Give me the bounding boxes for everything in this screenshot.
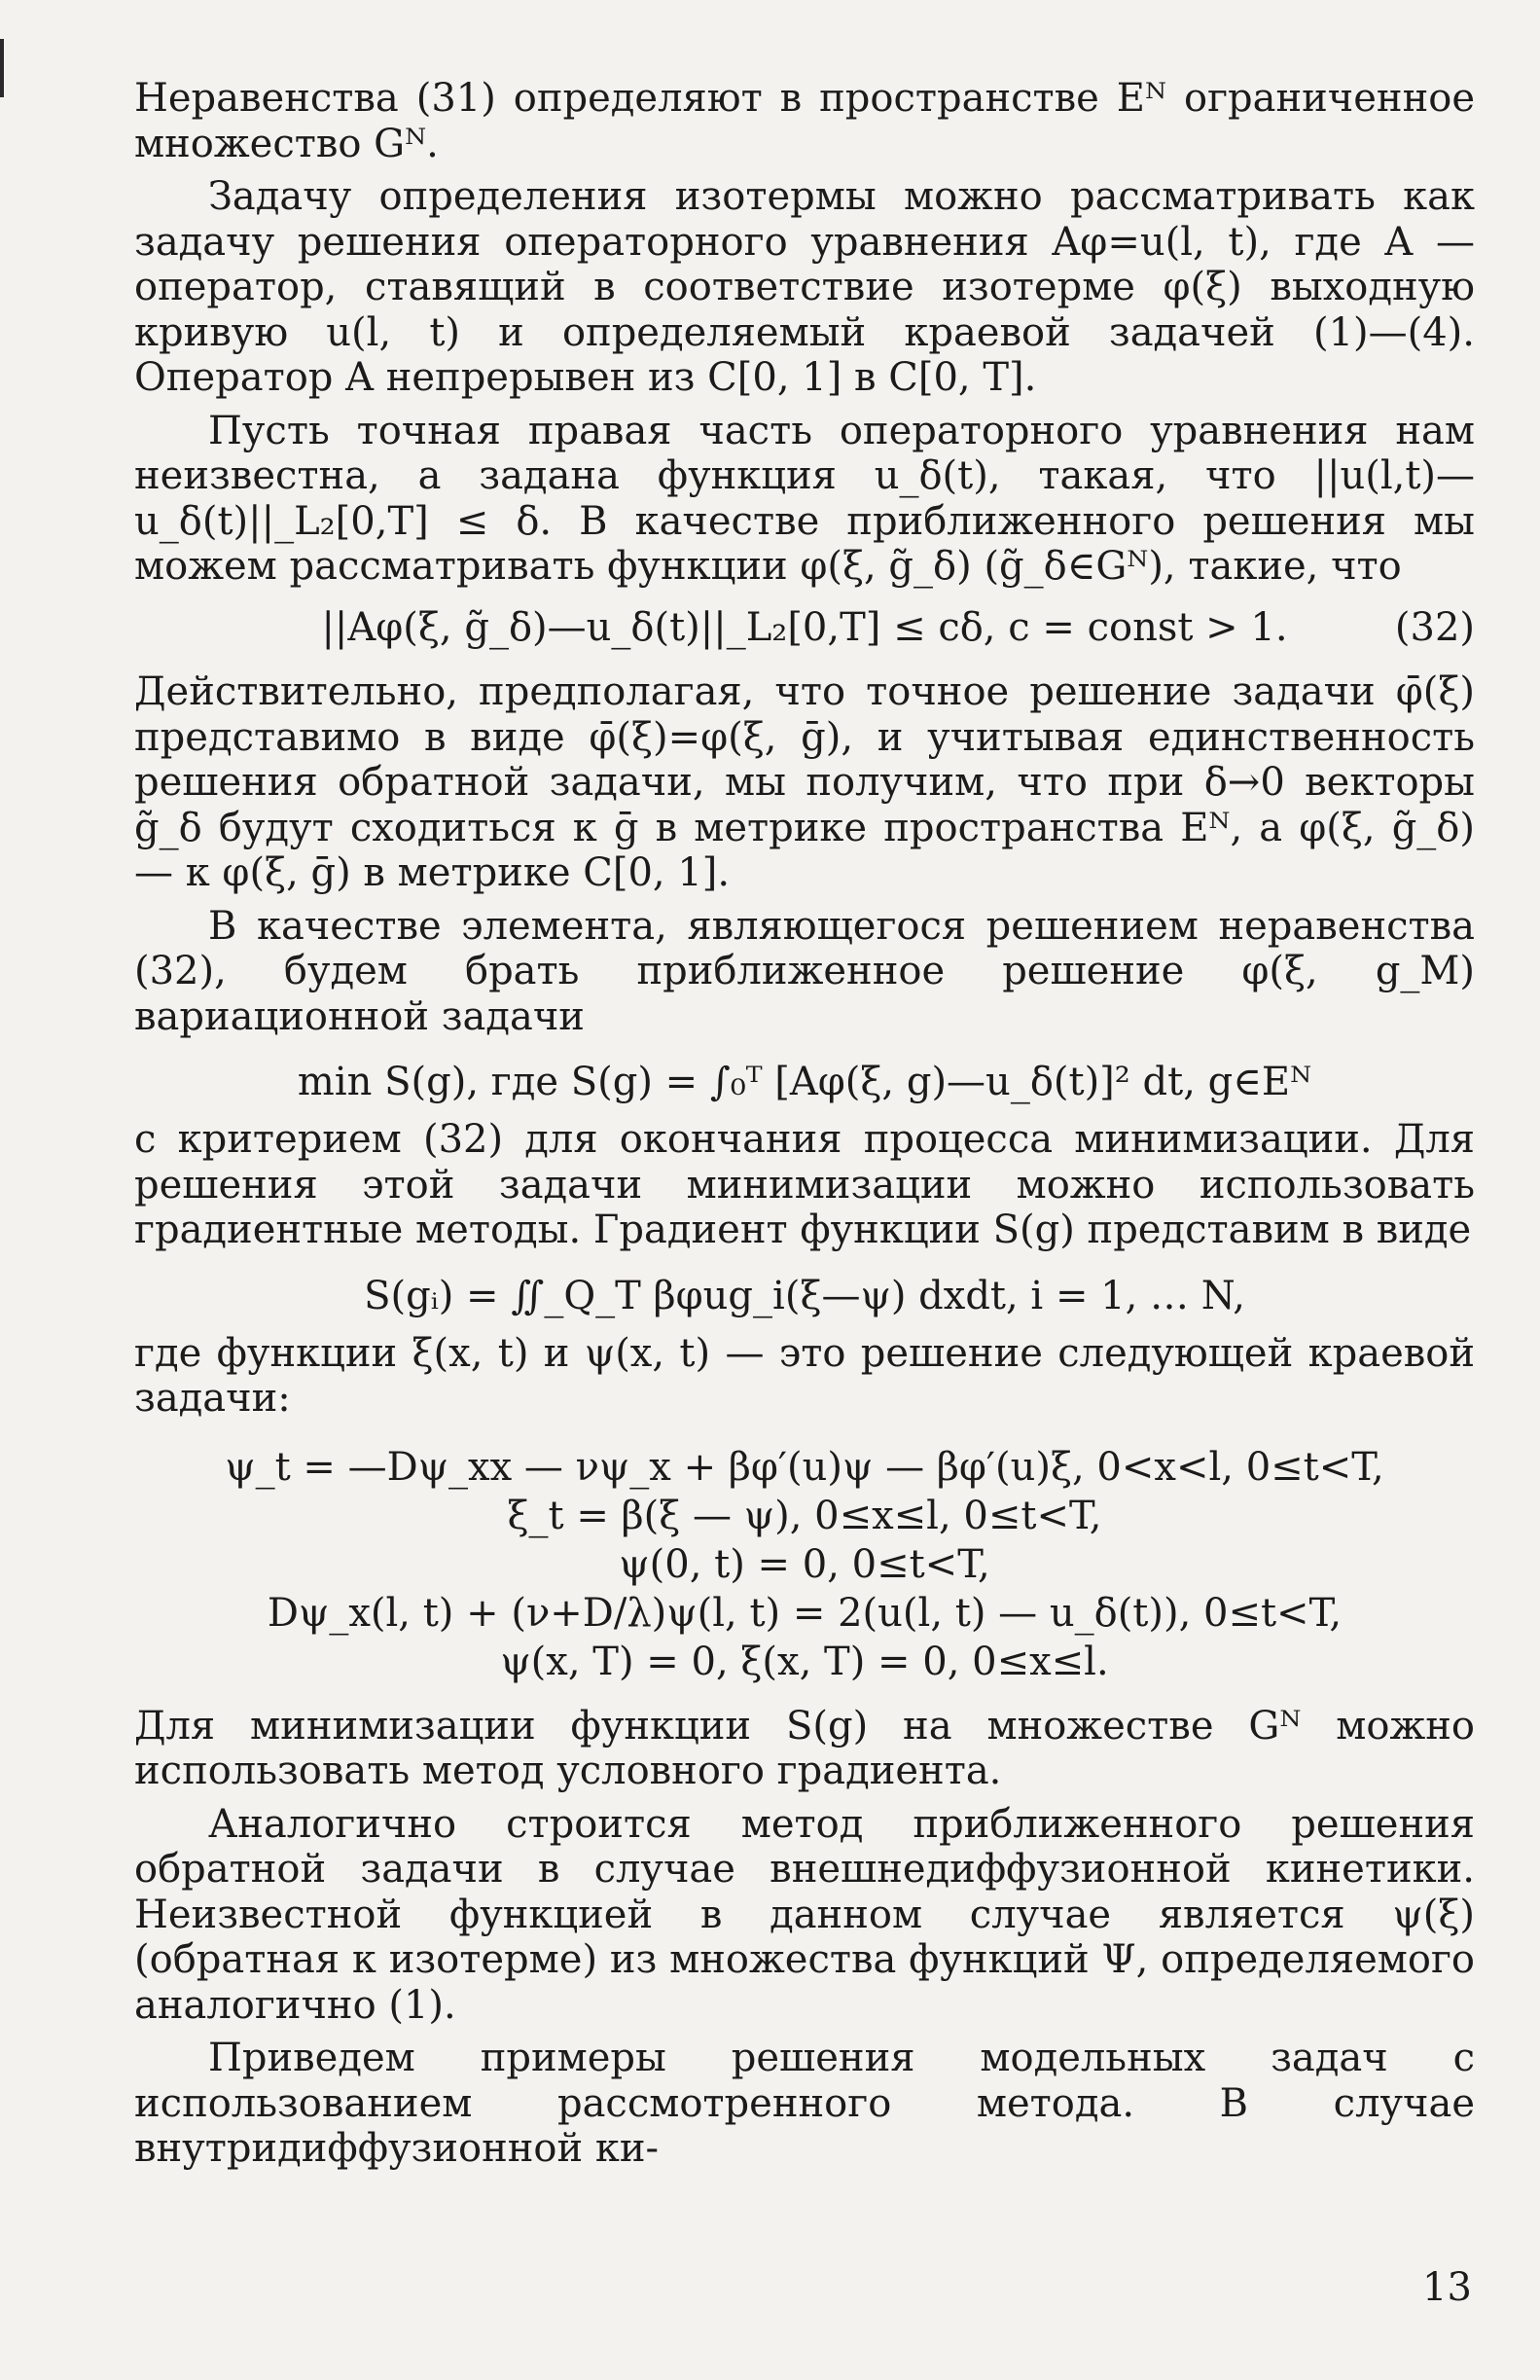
paragraph-2: Задачу определения изотермы можно рассматривать как задачу решения операторного уравнения Aφ=u(l, t), где A — оператор, ставящий в соответствие изотерме φ(ξ) выходную кривую u(l, t) и определяемый краевой задачей (1)—(4). Оператор A непрерывен из C[0, 1] в C[0, T]. xyxy=(134,174,1475,400)
system-line-3: ψ(0, t) = 0, 0≤t<T, xyxy=(619,1541,990,1587)
page-text xyxy=(134,76,1475,2180)
paragraph-7: где функции ξ(x, t) и ψ(x, t) — это решение следующей краевой задачи: xyxy=(134,1330,1475,1421)
paragraph-6: с критерием (32) для окончания процесса минимизации. Для решения этой задачи минимизации можно использовать градиентные методы. Градиент функции S(g) представим в виде xyxy=(134,1117,1475,1252)
page-number: 13 xyxy=(1422,2265,1472,2310)
paragraph-4: Действительно, предполагая, что точное решение задачи φ̄(ξ) представимо в виде φ̄(ξ)=φ(ξ, ḡ), и учитывая единственность решения обратной задачи, мы получим, что при δ→0 векторы g̃_δ будут сходиться к ḡ в метрике пространства Eᴺ, а φ(ξ, g̃_δ) — к φ(ξ, ḡ) в метрике C[0, 1]. xyxy=(134,669,1475,895)
margin-mark xyxy=(0,39,4,97)
paragraph-3: Пусть точная правая часть операторного уравнения нам неизвестна, а задана функция u_δ(t), такая, что ||u(l,t)—u_δ(t)||_L₂[0,T] ≤ δ. В качестве приближенного решения мы можем рассматривать функции φ(ξ, g̃_δ) (g̃_δ∈Gᴺ), такие, что xyxy=(134,408,1475,589)
system-line-4: Dψ_x(l, t) + (ν+D/λ)ψ(l, t) = 2(u(l, t) — u_δ(t)), 0≤t<T, xyxy=(267,1590,1343,1636)
equation-32-body: ||Aφ(ξ, g̃_δ)—u_δ(t)||_L₂[0,T] ≤ cδ, c = const > 1. xyxy=(321,604,1288,650)
minimization-formula: min S(g), где S(g) = ∫₀ᵀ [Aφ(ξ, g)—u_δ(t)]² dt, g∈Eᴺ xyxy=(297,1060,1312,1104)
gradient-equation xyxy=(134,1271,1475,1321)
equation-32-number: (32) xyxy=(1394,604,1475,650)
gradient-formula: S(gᵢ) = ∬_Q_T βφug_i(ξ—ψ) dxdt, i = 1, … N, xyxy=(364,1273,1245,1318)
system-line-2: ξ_t = β(ξ — ψ), 0≤x≤l, 0≤t<T, xyxy=(507,1493,1102,1538)
boundary-problem-system xyxy=(134,1443,1475,1686)
paragraph-5: В качестве элемента, являющегося решением неравенства (32), будем брать приближенное решение φ(ξ, g_M) вариационной задачи xyxy=(134,903,1475,1039)
paragraph-8: Для минимизации функции S(g) на множестве Gᴺ можно использовать метод условного градиента. xyxy=(134,1703,1475,1793)
system-line-5: ψ(x, T) = 0, ξ(x, T) = 0, 0≤x≤l. xyxy=(500,1639,1109,1684)
paragraph-10: Приведем примеры решения модельных задач с использованием рассмотренного метода. В случае внутридиффузионной ки- xyxy=(134,2036,1475,2171)
paragraph-9: Аналогично строится метод приближенного решения обратной задачи в случае внешнедиффузионной кинетики. Неизвестной функцией в данном случае является ψ(ξ) (обратная к изотерме) из множества функций Ψ, определяемого аналогично (1). xyxy=(134,1801,1475,2028)
equation-32 xyxy=(134,605,1475,651)
system-line-1: ψ_t = —Dψ_xx — νψ_x + βφ′(u)ψ — βφ′(u)ξ, 0<x<l, 0≤t<T, xyxy=(225,1444,1384,1490)
minimization-equation xyxy=(134,1057,1475,1107)
paragraph-1: Неравенства (31) определяют в пространстве Eᴺ ограниченное множество Gᴺ. xyxy=(134,76,1475,166)
